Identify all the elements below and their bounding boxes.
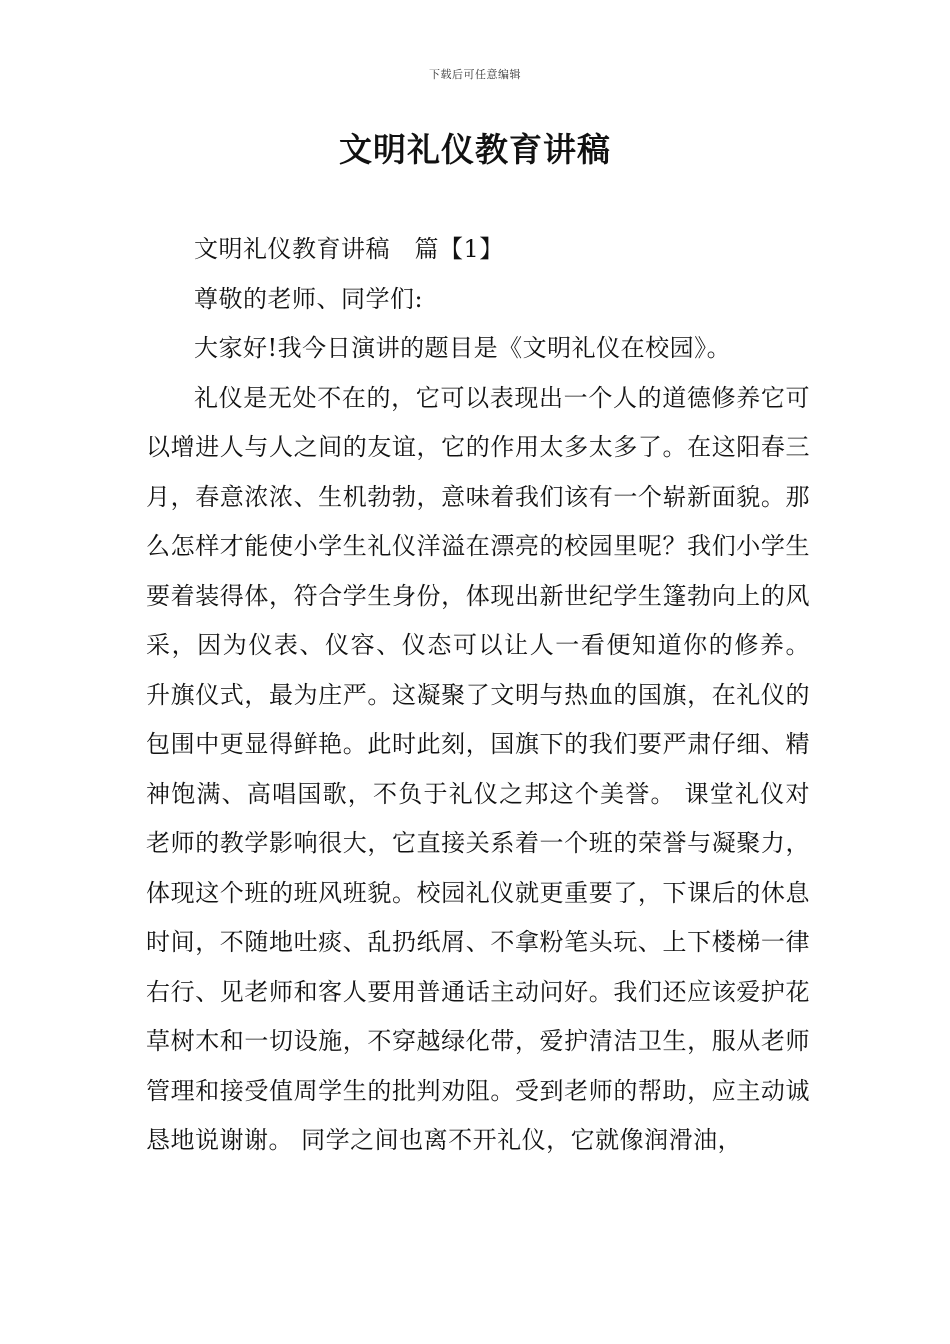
body-paragraph: 礼仪是无处不在的，它可以表现出一个人的道德修养它可以增进人与人之间的友谊，它的作用太多太多了。在这阳春三月，春意浓浓、生机勃勃，意味着我们该有一个崭新面貌。那么怎样才能使小学生礼仪洋溢在漂亮的校园里呢？我们小学生要着装得体，符合学生身份，体现出新世纪学生篷勃向上的风采，因为仪表、仪容、仪态可以让人一看便知道你的修养。 升旗仪式，最为庄严。这凝聚了文明与热血的国旗，在礼仪的包围中更显得鲜艳。此时此刻，国旗下的我们要严肃仔细、精神饱满、高唱国歌，不负于礼仪之邦这个美誉。 课堂礼仪对老师的教学影响很大，它直接关系着一个班的荣誉与凝聚力，体现这个班的班风班貌。校园礼仪就更重要了，下课后的休息时间，不随地吐痰、乱扔纸屑、不拿粉笔头玩、上下楼梯一律右行、见老师和客人要用普通话主动问好。我们还应该爱护花草树木和一切设施，不穿越绿化带，爱护清洁卫生，服从老师管理和接受值周学生的批判劝阻。受到老师的帮助，应主动诚恳地说谢谢。 同学之间也离不开礼仪，它就像润滑油， [146,383,810,1154]
greeting-paragraph: 大家好!我今日演讲的题目是《文明礼仪在校园》。 [194,334,732,362]
salutation: 尊敬的老师、同学们: [194,284,424,313]
section-heading: 文明礼仪教育讲稿 篇【1】 [194,235,504,263]
document-title: 文明礼仪教育讲稿 [339,130,611,169]
header-note: 下载后可任意编辑 [429,68,521,81]
document-body [146,225,810,1166]
